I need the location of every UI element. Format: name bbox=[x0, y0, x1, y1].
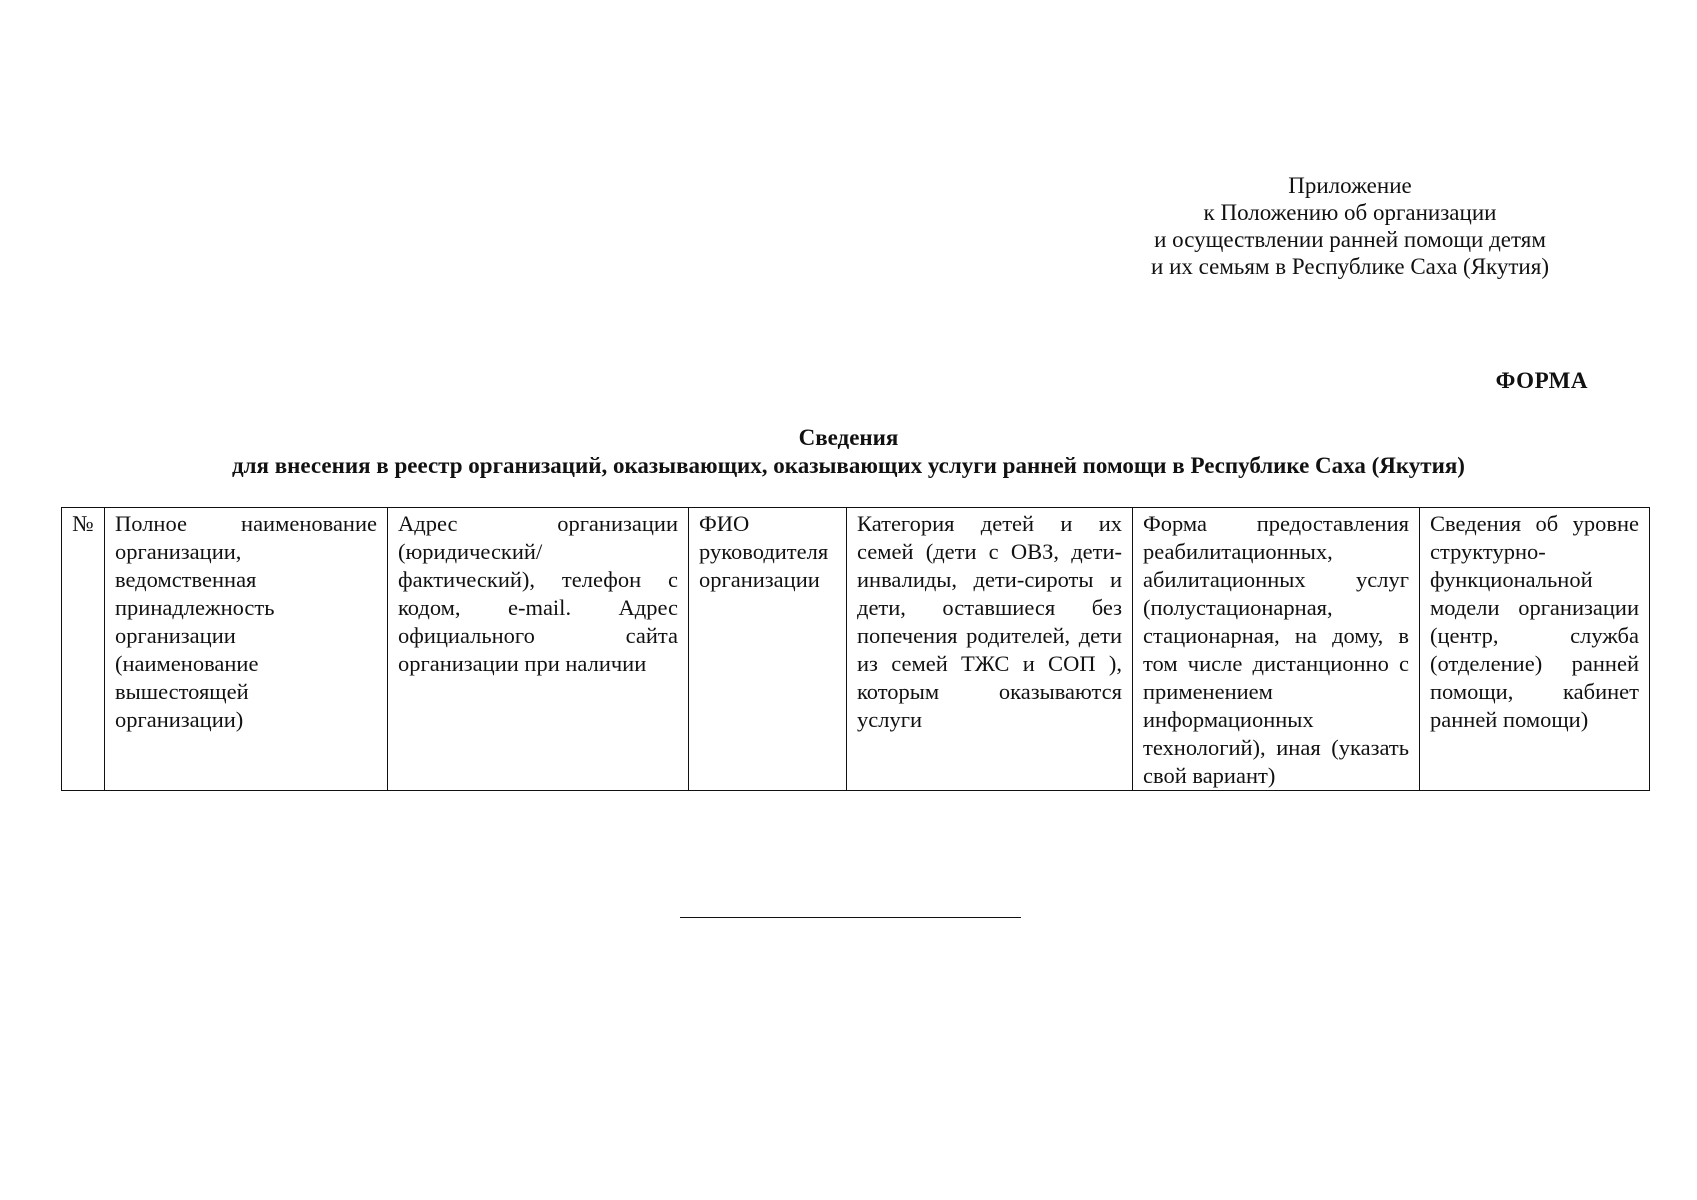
signature-line bbox=[680, 917, 1021, 918]
registry-table bbox=[61, 507, 1650, 791]
header-address: Адрес организации (юридический/фактический), телефон с кодом, e-mail. Адрес официального сайта организации при наличии bbox=[388, 508, 689, 791]
header-organization-name: Полное наименование организации, ведомственная принадлежность организации (наименование вышестоящей организации) bbox=[105, 508, 388, 791]
document-title bbox=[0, 424, 1697, 480]
header-number: № bbox=[62, 508, 105, 791]
title-line-1: Сведения bbox=[798, 425, 899, 450]
appendix-line: и их семьям в Республике Саха (Якутия) bbox=[1151, 254, 1549, 279]
title-line-2: для внесения в реестр организаций, оказывающих, оказывающих услуги ранней помощи в Республике Саха (Якутия) bbox=[232, 453, 1465, 478]
form-label: ФОРМА bbox=[1495, 368, 1588, 393]
header-director-name: ФИО руководителя организации bbox=[689, 508, 847, 791]
header-service-form: Форма предоставления реабилитационных, абилитационных услуг (полустационарная, стационарная, на дому, в том числе дистанционно с применением информационных технологий), иная (указать свой вариант) bbox=[1133, 508, 1420, 791]
header-model-level: Сведения об уровне структурно-функциональной модели организации (центр, служба (отделение) ранней помощи, кабинет ранней помощи) bbox=[1420, 508, 1650, 791]
appendix-line: к Положению об организации bbox=[1203, 200, 1497, 225]
appendix-block bbox=[1100, 172, 1600, 280]
appendix-line: и осуществлении ранней помощи детям bbox=[1154, 227, 1546, 252]
appendix-line: Приложение bbox=[1288, 173, 1412, 198]
header-children-category: Категория детей и их семей (дети с ОВЗ, дети-инвалиды, дети-сироты и дети, оставшиеся без попечения родителей, дети из семей ТЖС и СОП ), которым оказываются услуги bbox=[847, 508, 1133, 791]
table-header-row bbox=[62, 508, 1650, 791]
